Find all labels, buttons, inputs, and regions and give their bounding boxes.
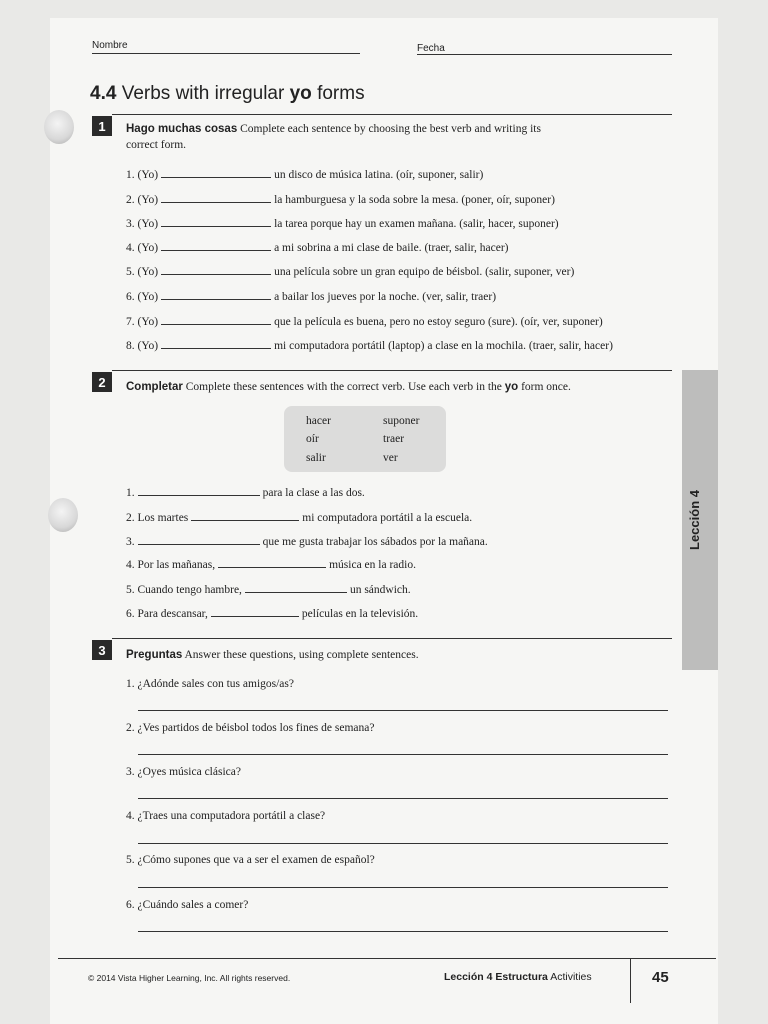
answer-blank[interactable]	[245, 583, 347, 593]
answer-blank[interactable]	[161, 217, 271, 227]
word-bank-item: oír	[306, 433, 319, 445]
answer-line[interactable]	[138, 798, 668, 799]
binder-hole-top	[44, 110, 74, 144]
s3-question-1: 1. ¿Adónde sales con tus amigos/as?	[126, 678, 294, 690]
s3-question-5: 5. ¿Cómo supones que va a ser el examen de español?	[126, 854, 375, 866]
page-number: 45	[652, 969, 669, 986]
s2-item-3: 3. que me gusta trabajar los sábados por la mañana.	[126, 536, 488, 548]
date-field[interactable]	[417, 54, 672, 55]
section1-heading: Hago muchas cosas	[126, 123, 238, 135]
title-number: 4.4	[90, 83, 117, 104]
word-bank-item: ver	[383, 452, 398, 464]
section2-heading: Completar	[126, 381, 183, 393]
answer-line[interactable]	[138, 843, 668, 844]
s3-question-4: 4. ¿Traes una computadora portátil a clase?	[126, 810, 326, 822]
answer-blank[interactable]	[161, 241, 271, 251]
title-text-after: forms	[317, 83, 365, 104]
section1-number: 1	[92, 116, 112, 136]
answer-blank[interactable]	[218, 558, 326, 568]
name-label: Nombre	[92, 40, 128, 51]
s1-item-3: 3. (Yo) la tarea porque hay un examen mañana. (salir, hacer, suponer)	[126, 218, 559, 230]
answer-blank[interactable]	[138, 486, 260, 496]
answer-blank[interactable]	[161, 193, 271, 203]
word-bank-item: salir	[306, 452, 326, 464]
answer-line[interactable]	[138, 887, 668, 888]
answer-line[interactable]	[138, 931, 668, 932]
s3-question-2: 2. ¿Ves partidos de béisbol todos los fines de semana?	[126, 722, 375, 734]
name-field[interactable]	[92, 53, 360, 54]
answer-line[interactable]	[138, 754, 668, 755]
section1-rule	[112, 114, 672, 115]
copyright: © 2014 Vista Higher Learning, Inc. All rights reserved.	[88, 973, 291, 983]
section3-heading: Preguntas	[126, 649, 183, 661]
section3-instructions: Preguntas Answer these questions, using complete sentences.	[126, 649, 419, 661]
s3-question-6: 6. ¿Cuándo sales a comer?	[126, 899, 249, 911]
title-text-bold: yo	[289, 83, 312, 104]
s2-item-6: 6. Para descansar, películas en la televisión.	[126, 608, 419, 620]
s2-item-4: 4. Por las mañanas, música en la radio.	[126, 559, 416, 571]
footer-rule	[58, 958, 716, 959]
s1-item-2: 2. (Yo) la hamburguesa y la soda sobre la mesa. (poner, oír, suponer)	[126, 194, 555, 206]
s1-item-8: 8. (Yo) mi computadora portátil (laptop) a clase en la mochila. (traer, salir, hacer)	[126, 340, 613, 352]
answer-line[interactable]	[138, 710, 668, 711]
footer-lesson: Lección 4 Estructura Activities	[444, 971, 592, 983]
section1-instructions-line2: correct form.	[126, 139, 187, 151]
answer-blank[interactable]	[138, 535, 260, 545]
word-bank-item: hacer	[306, 415, 331, 427]
s2-item-1: 1. para la clase a las dos.	[126, 487, 365, 499]
word-bank-item: suponer	[383, 415, 420, 427]
page-title	[90, 83, 365, 105]
section3-number: 3	[92, 640, 112, 660]
s1-item-1: 1. (Yo) un disco de música latina. (oír, suponer, salir)	[126, 169, 484, 181]
title-text-before: Verbs with irregular	[121, 83, 285, 104]
answer-blank[interactable]	[191, 511, 299, 521]
s1-item-7: 7. (Yo) que la película es buena, pero no estoy seguro (sure). (oír, ver, suponer)	[126, 316, 603, 328]
section1-instructions: Hago muchas cosas Complete each sentence by choosing the best verb and writing its	[126, 123, 541, 135]
answer-blank[interactable]	[211, 607, 299, 617]
section3-rule	[112, 638, 672, 639]
side-tab-label: Lección 4	[687, 490, 702, 550]
word-bank-item: traer	[383, 433, 405, 445]
answer-blank[interactable]	[161, 265, 271, 275]
footer-divider	[630, 958, 631, 1003]
answer-blank[interactable]	[161, 290, 271, 300]
section2-number: 2	[92, 372, 112, 392]
s2-item-5: 5. Cuando tengo hambre, un sándwich.	[126, 584, 411, 596]
binder-hole-bottom	[48, 498, 78, 532]
section2-rule	[112, 370, 672, 371]
answer-blank[interactable]	[161, 339, 271, 349]
answer-blank[interactable]	[161, 168, 271, 178]
s3-question-3: 3. ¿Oyes música clásica?	[126, 766, 241, 778]
s2-item-2: 2. Los martes mi computadora portátil a la escuela.	[126, 512, 473, 524]
s1-item-6: 6. (Yo) a bailar los jueves por la noche. (ver, salir, traer)	[126, 291, 497, 303]
answer-blank[interactable]	[161, 315, 271, 325]
s1-item-4: 4. (Yo) a mi sobrina a mi clase de baile. (traer, salir, hacer)	[126, 242, 509, 254]
section2-instructions: Completar Complete these sentences with the correct verb. Use each verb in the yo form once.	[126, 381, 571, 393]
s1-item-5: 5. (Yo) una película sobre un gran equipo de béisbol. (salir, suponer, ver)	[126, 266, 575, 278]
date-label: Fecha	[417, 43, 445, 54]
